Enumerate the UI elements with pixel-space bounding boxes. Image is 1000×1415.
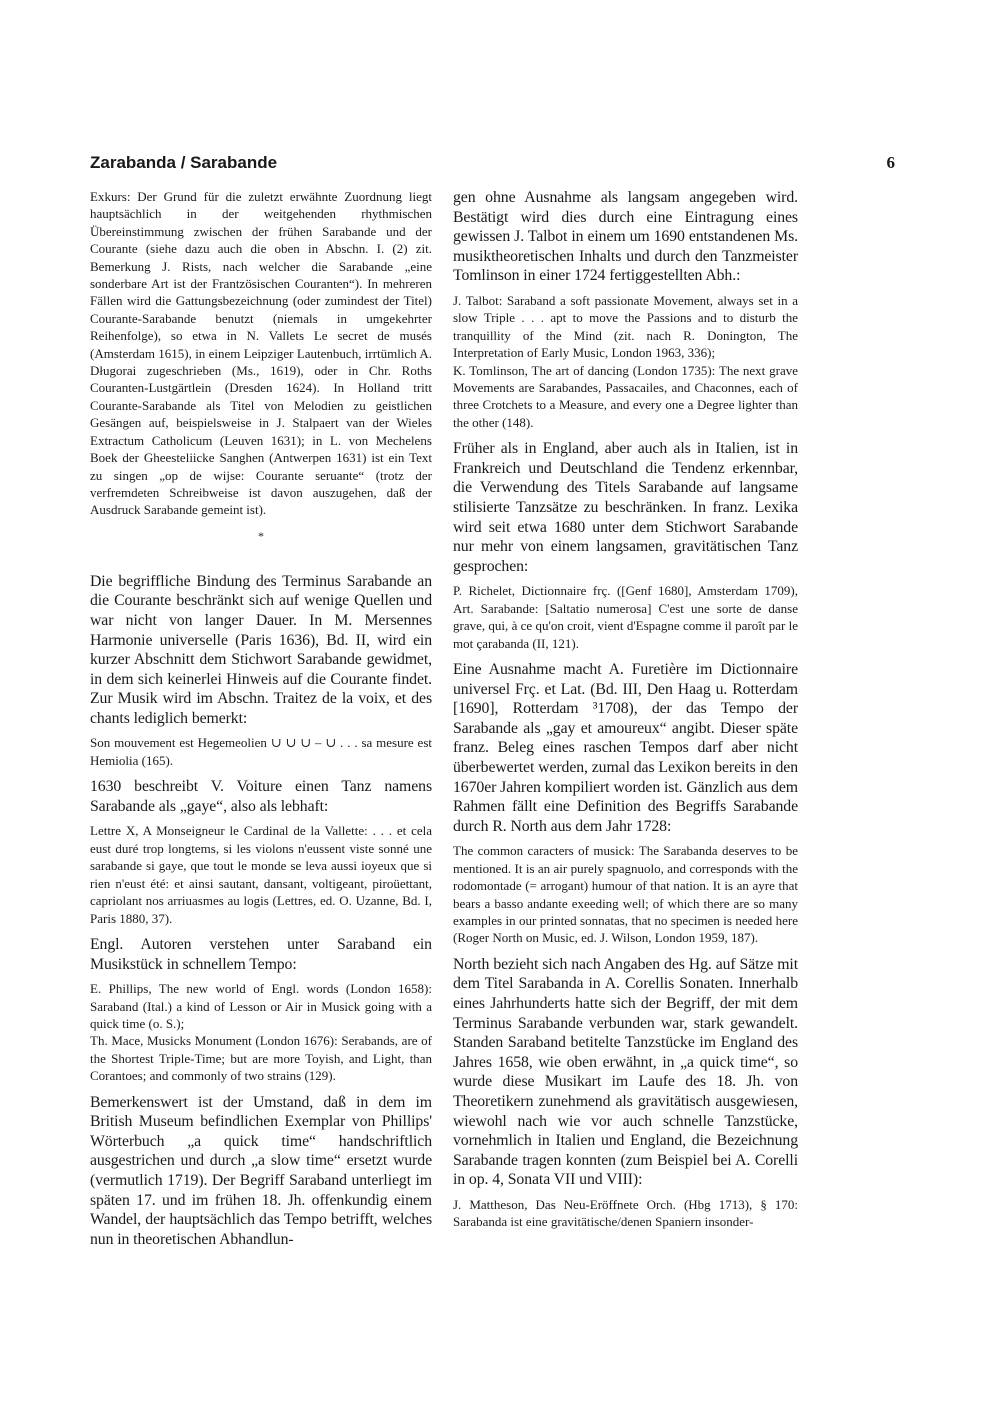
quotation: Th. Mace, Musicks Monument (London 1676): Serabands, are of the Shortest Triple-Time; but are more Toyish, and Light, than Corantoes; and commonly of two strains (129). xyxy=(90,1033,432,1084)
body-paragraph: gen ohne Ausnahme als langsam angegeben wird. Bestätigt wird dies durch eine Eintragung eines gewissen J. Talbot in einem um 1690 entstandenen Ms. musiktheoretischen Inhalts und durch den Tanzmeister Tomlinson in einer 1724 fertiggestellten Abh.: xyxy=(453,189,798,285)
running-title: Zarabanda / Sarabande xyxy=(90,153,278,172)
body-paragraph: 1630 beschreibt V. Voiture einen Tanz namens Sarabande als „gaye“, also als lebhaft: xyxy=(90,778,432,815)
quotation: J. Mattheson, Das Neu-Eröffnete Orch. (Hbg 1713), § 170: Sarabanda ist eine gravitätische/denen Spaniern insonder- xyxy=(453,1196,798,1230)
body-paragraph: North bezieht sich nach Angaben des Hg. auf Sätze mit dem Titel Sarabanda in A. Corellis Sonaten. Innerhalb eines Jahrhunderts hatte sich der Begriff, der mit dem Terminus Sarabande verbunden war, stark gewandelt. Standen Saraband betitelte Tanzstücke im England des Jahres 1658, wie oben erwähnt, in „a quick time“, so wurde diese Musikart im Laufe des 18. Jh. von Theoretikern zunehmend als gravitätisch ausgewiesen, wiewohl nach wie vor auch schnelle Tanzstücke, vornehmlich in Italien und England, die Bezeichnung Sarabande tragen konnten (zum Beispiel bei A. Corelli in op. 4, Sonata VII und VIII): xyxy=(453,955,798,1189)
quotation: E. Phillips, The new world of Engl. words (London 1658): Saraband (Ital.) a kind of Lesson or Air in Musick going with a quick time (o. S.); xyxy=(90,981,432,1031)
quotation-group xyxy=(90,980,432,1084)
right-column xyxy=(453,188,798,1239)
quotation: Son mouvement est Hegemeolien ∪ ∪ ∪ – ∪ . . . sa mesure est Hemiolia (165). xyxy=(90,735,432,768)
body-paragraph: Engl. Autoren verstehen unter Saraband ein Musikstück in schnellem Tempo: xyxy=(90,935,432,973)
quotation: The common caracters of musick: The Sarabanda deserves to be mentioned. It is an air purely spagnuolo, and corresponds with the rodomontade (= arrogant) humour of that nation. It is an ayre that bears a basso andante exeeding well; of which there are so many examples in our printed sonnatas, that no specimen is needed here (Roger North on Music, ed. J. Wilson, London 1959, 187). xyxy=(453,843,798,946)
body-paragraph: Die begriffliche Bindung des Terminus Sarabande an die Courante beschränkt sich auf wenige Quellen und war nicht von langer Dauer. In M. Mersennes Harmonie universelle (Paris 1636), Bd. II, wird ein kurzer Abschnitt dem Stichwort Sarabande gewidmet, in dem sich keinerlei Hinweis auf die Courante findet. Zur Musik wird im Abschn. Traitez de la voix, et des chants lediglich bemerkt: xyxy=(90,572,432,727)
left-column xyxy=(90,188,432,1255)
page-header xyxy=(90,153,895,179)
quotation: J. Talbot: Saraband a soft passionate Movement, always set in a slow Triple . . . apt to move the Passions and to disturb the tranquillity of the Mind (zit. nach R. Donington, The Interpretation of Early Music, London 1963, 336); xyxy=(453,292,798,361)
page-number: 6 xyxy=(886,153,895,172)
quotation: Lettre X, A Monseigneur le Cardinal de la Vallette: . . . et cela eust duré trop longtems, si les violons n'eussent viste sonné une sarabande si gaye, que tout le monde se leva aussi ioyeux que si rien n'eust été: et ainsi sautant, dansant, voltigeant, piroüettant, capriolant nos arriuasmes au logis (Lettres, ed. O. Uzanne, Bd. I, Paris 1880, 37). xyxy=(90,823,432,926)
body-paragraph: Bemerkenswert ist der Umstand, daß in dem im British Museum befindlichen Exemplar von Phillips' Wörterbuch „a quick time“ handschriftlich ausgestrichen und durch „a slow time“ ersetzt wurde (vermutlich 1719). Der Begriff Saraband unterliegt im späten 17. und im frühen 18. Jh. offenkundig einem Wandel, der hauptsächlich das Tempo betrifft, welches nun in theoretischen Abhandlun- xyxy=(90,1093,432,1248)
quotation: P. Richelet, Dictionnaire frç. ([Genf 1680], Amsterdam 1709), Art. Sarabande: [Saltatio numerosa] C'est une sorte de danse grave, qui, à ce qu'on croit, vient d'Espagne comme il paroît par le mot çarabanda (II, 121). xyxy=(453,583,798,651)
exkurs-paragraph: Exkurs: Der Grund für die zuletzt erwähnte Zuordnung liegt hauptsächlich in der weitgehenden rhythmischen Übereinstimmung zwischen der frühen Sarabande und der Courante (siehe dazu auch die oben in Abschn. I. (2) zit. Bemerkung J. Rists, nach welcher die Sarabande „eine sonderbare Art ist der Frantzösischen Couranten“). In mehreren Fällen wird die Gattungsbezeichnung (oder zumindest der Titel) Courante-Sarabande benutzt (niemals in umgekehrter Reihenfolge), so etwa in N. Vallets Le secret de musés (Amsterdam 1615), in einem Leipziger Lautenbuch, irrtümlich A. Długorai zugeschrieben (Ms., 1619), oder in Chr. Roths Couranten-Lustgärtlein (Dresden 1624). In Holland tritt Courante-Sarabande als Titel von Melodien zu geistlichen Gesängen auf, beispielsweise in J. Stalpaert van der Wieles Extractum Catholicum (Leuven 1631); in L. von Mechelens Boek der Gheesteliicke Sanghen (Antwerpen 1631) ist ein Text zu singen „op de wijse: Courante seruante“ (trotz der verfremdeten Schreibweise ist davon auszugehen, daß der Ausdruck Sarabande gemeint ist). xyxy=(90,189,432,518)
quotation-group xyxy=(453,292,798,431)
body-paragraph: Früher als in England, aber auch als in Italien, ist in Frankreich und Deutschland die Tendenz erkennbar, die Verwendung des Titels Sarabande auf langsame stilisierte Tanzsätze zu beschränken. In franz. Lexika wird seit etwa 1680 unter dem Stichwort Sarabande nur mehr von einem langsamen, gravitätischen Tanz gesprochen: xyxy=(453,440,798,575)
section-separator: * xyxy=(258,528,264,543)
body-paragraph: Eine Ausnahme macht A. Furetière im Dictionnaire universel Frç. et Lat. (Bd. III, Den Haag u. Rotterdam [1690], Rotterdam ³1708), der das Tempo der Sarabande als „gay et amoureux“ angibt. Dieser späte franz. Beleg eines raschen Tempos darf aber nicht überbewertet werden, zumal das Lexikon bereits in den 1670er Jahren kompiliert worden ist. Gänzlich aus dem Rahmen fällt eine Definition des Begriffs Sarabande durch R. North aus dem Jahr 1728: xyxy=(453,661,798,835)
quotation: K. Tomlinson, The art of dancing (London 1735): The next grave Movements are Sarabandes, Passacailes, and Chaconnes, each of three Crotchets to a Measure, and every one a Degree lighter than the other (148). xyxy=(453,362,798,430)
